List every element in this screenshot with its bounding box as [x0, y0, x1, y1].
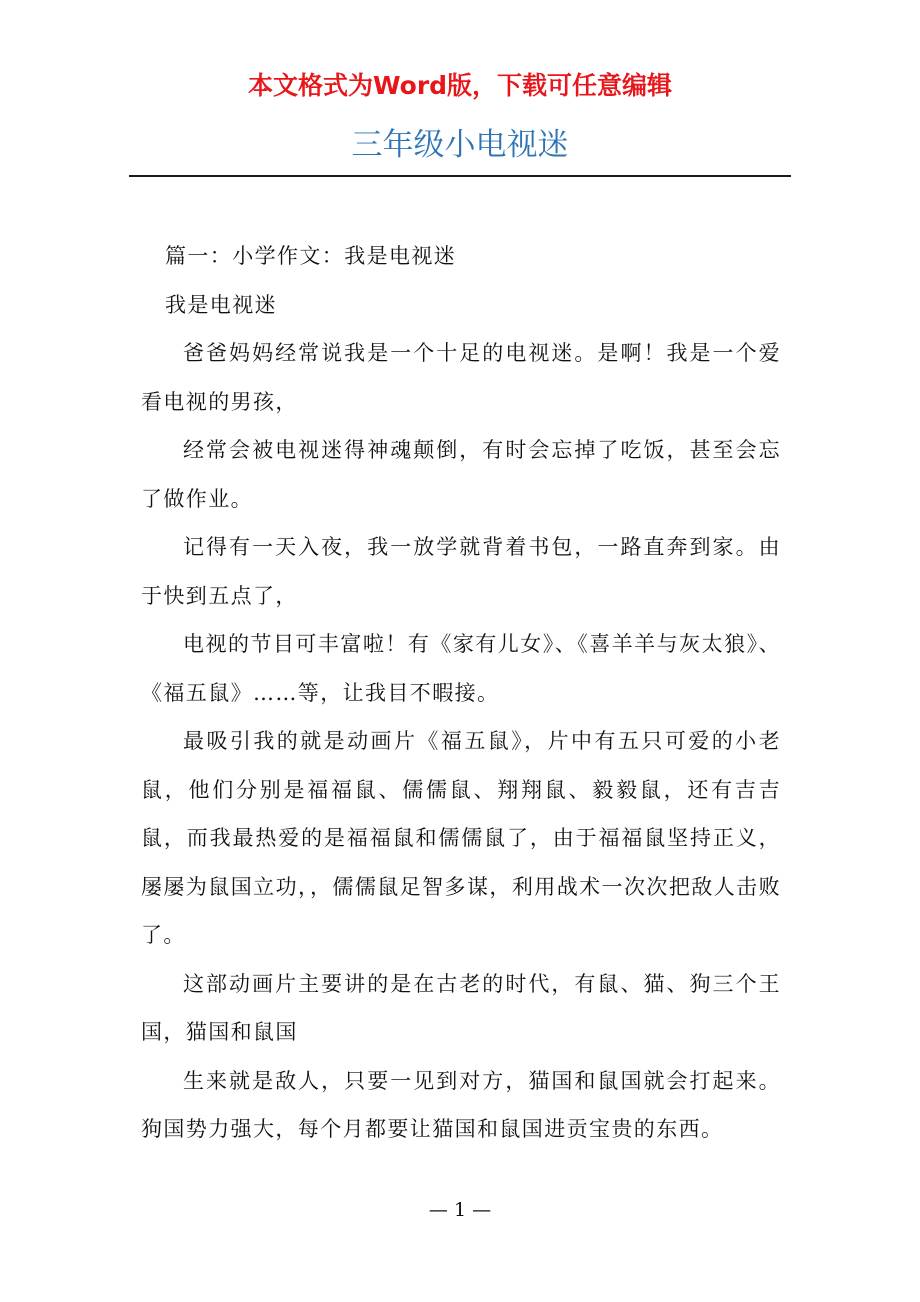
paragraph: 生来就是敌人，只要一见到对方，猫国和鼠国就会打起来。狗国势力强大，每个月都要让猫国和鼠国进贡宝贵的东西。 [141, 1068, 781, 1141]
document-title: 三年级小电视迷 [351, 127, 569, 163]
paragraph: 这部动画片主要讲的是在古老的时代，有鼠、猫、狗三个王国，猫国和鼠国 [141, 971, 781, 1044]
paragraph: 爸爸妈妈经常说我是一个十足的电视迷。是啊！我是一个爱看电视的男孩， [141, 341, 781, 414]
document-body [141, 232, 781, 1154]
page-number: — 1 — [428, 1199, 492, 1221]
format-notice: 本文格式为Word版，下载可任意编辑 [247, 71, 673, 100]
paragraph: 记得有一天入夜，我一放学就背着书包，一路直奔到家。由于快到五点了， [141, 535, 781, 608]
paragraph: 最吸引我的就是动画片《福五鼠》，片中有五只可爱的小老鼠，他们分别是福福鼠、儒儒鼠、翔翔鼠、毅毅鼠，还有吉吉鼠，而我最热爱的是福福鼠和儒儒鼠了，由于福福鼠坚持正义，屡屡为鼠国立功，，儒儒鼠足智多谋，利用战术一次次把敌人击败了。 [141, 729, 781, 947]
paragraph: 经常会被电视迷得神魂颠倒，有时会忘掉了吃饭，甚至会忘了做作业。 [141, 438, 781, 511]
title-underline-divider [129, 175, 791, 177]
article-title: 我是电视迷 [165, 292, 277, 317]
paragraph: 电视的节目可丰富啦！有《家有儿女》、《喜羊羊与灰太狼》、《福五鼠》……等，让我目不暇接。 [141, 632, 781, 705]
section-heading: 篇一：小学作文：我是电视迷 [165, 244, 457, 268]
